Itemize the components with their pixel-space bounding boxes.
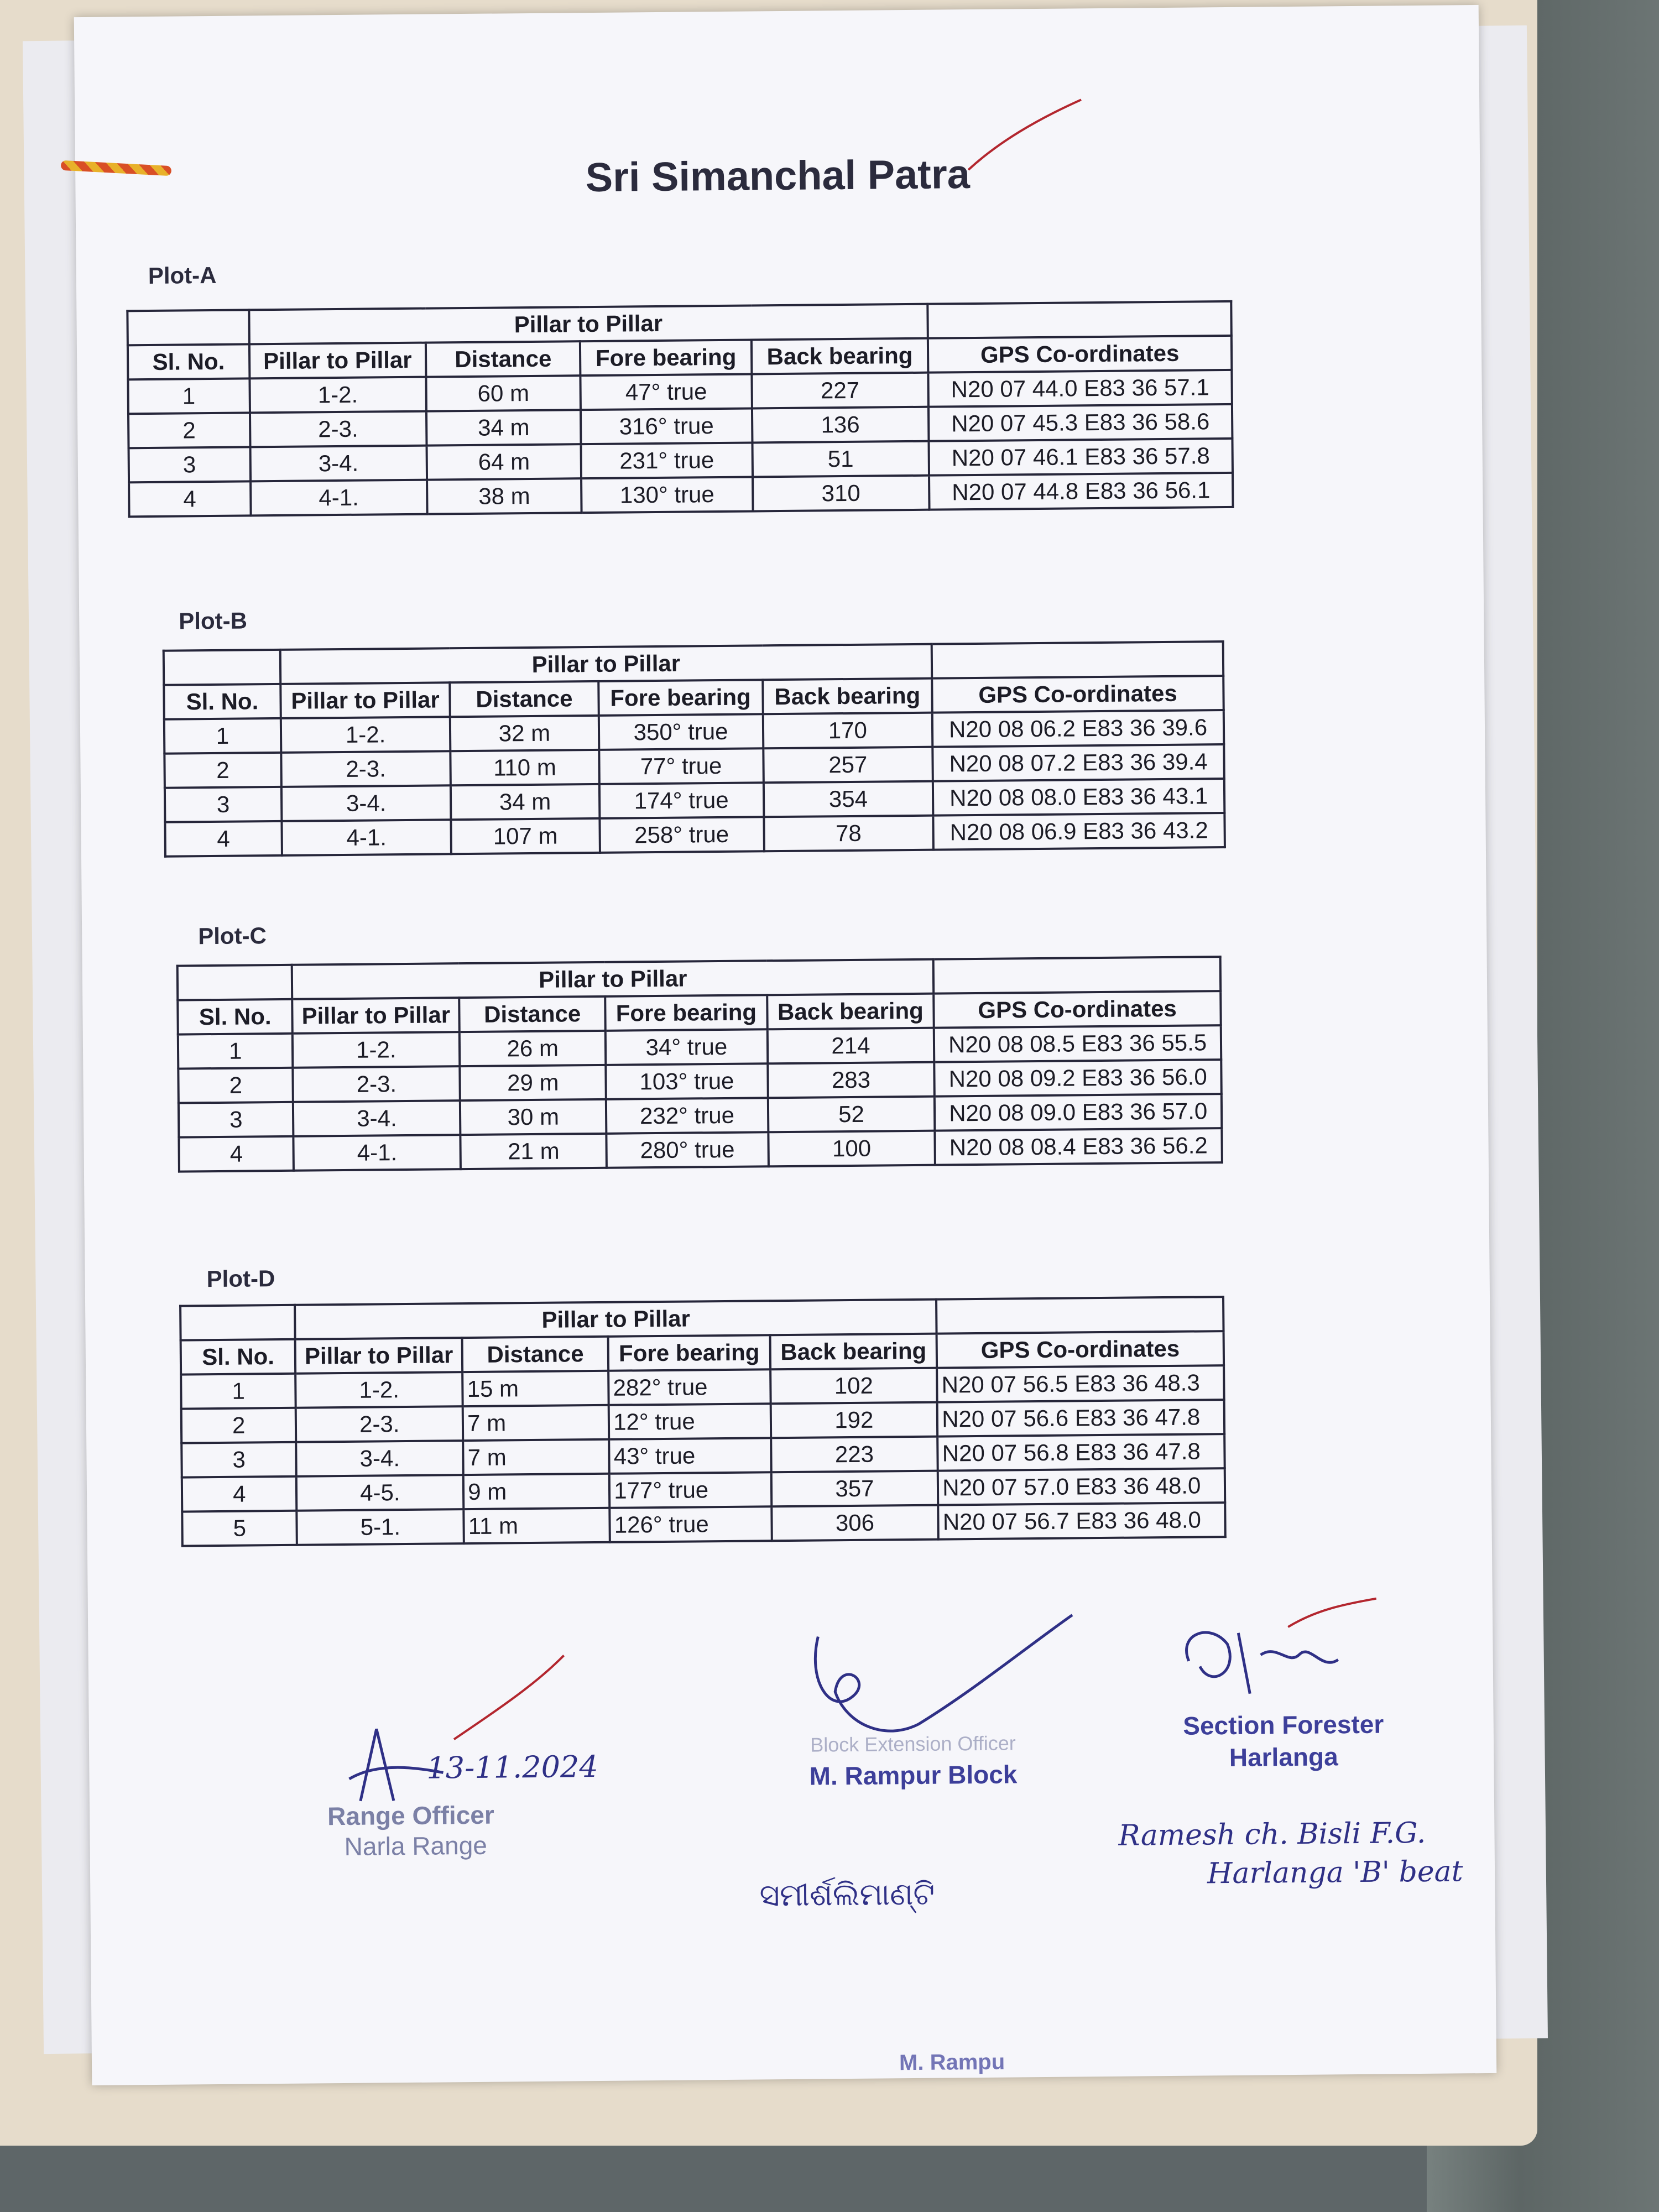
cell-sl: 3 xyxy=(165,787,281,822)
column-header-distance: Distance xyxy=(426,341,581,377)
cell-back: 257 xyxy=(763,747,933,783)
header-blank-cell xyxy=(164,650,280,685)
cell-pillar: 4-1. xyxy=(281,820,451,855)
cell-pillar: 1-2. xyxy=(281,717,451,753)
cell-gps: N20 07 44.0 E83 36 57.1 xyxy=(928,370,1232,407)
pillar-table xyxy=(176,956,1223,1172)
cell-sl: 1 xyxy=(164,718,281,754)
cell-back: 310 xyxy=(753,476,930,512)
cell-pillar: 2-3. xyxy=(293,1066,460,1102)
cell-fore: 43° true xyxy=(609,1438,771,1474)
header-blank-cell xyxy=(127,310,249,345)
cell-fore: 12° true xyxy=(609,1404,771,1439)
cell-fore: 231° true xyxy=(581,442,753,478)
cell-sl: 3 xyxy=(129,447,251,482)
cell-fore: 280° true xyxy=(607,1132,769,1168)
cell-distance: 9 m xyxy=(463,1474,610,1509)
cell-back: 51 xyxy=(752,441,929,477)
block-place: M. Rampur Block xyxy=(809,1760,1018,1791)
column-header-sl-no: Sl. No. xyxy=(164,684,280,719)
column-header-fore: Fore bearing xyxy=(580,340,752,375)
section-forester-signature-block xyxy=(1128,1598,1437,1772)
pillar-table xyxy=(163,640,1226,858)
column-header-back: Back bearing xyxy=(767,994,934,1030)
cell-pillar: 3-4. xyxy=(250,446,427,482)
cell-fore: 316° true xyxy=(581,408,752,444)
column-header-sl-no: Sl. No. xyxy=(178,999,293,1035)
header-blank-cell xyxy=(180,1305,295,1340)
cell-pillar: 4-1. xyxy=(251,480,427,516)
cell-gps: N20 08 06.9 E83 36 43.2 xyxy=(933,813,1224,850)
cell-fore: 130° true xyxy=(581,477,753,513)
block-faded-title: Block Extension Officer xyxy=(810,1731,1016,1756)
column-header-back: Back bearing xyxy=(752,338,928,374)
cell-distance: 29 m xyxy=(460,1065,607,1100)
cell-back: 192 xyxy=(770,1402,937,1438)
cell-sl: 1 xyxy=(181,1374,296,1409)
cell-distance: 64 m xyxy=(426,444,581,479)
cell-fore: 103° true xyxy=(606,1063,768,1099)
cell-sl: 4 xyxy=(182,1477,297,1512)
range-officer-place: Narla Range xyxy=(344,1830,488,1861)
cell-pillar: 1-2. xyxy=(296,1372,463,1408)
column-header-gps: GPS Co-ordinates xyxy=(932,676,1223,713)
cell-sl: 4 xyxy=(129,481,251,517)
column-header-gps: GPS Co-ordinates xyxy=(934,991,1221,1028)
cell-pillar: 3-4. xyxy=(281,785,451,821)
cell-pillar: 3-4. xyxy=(293,1100,460,1136)
group-header: Pillar to Pillar xyxy=(249,304,928,345)
cell-gps: N20 08 08.5 E83 36 55.5 xyxy=(934,1025,1221,1062)
cell-back: 357 xyxy=(771,1471,938,1507)
cell-distance: 7 m xyxy=(463,1439,609,1475)
column-header-distance: Distance xyxy=(459,997,606,1032)
cell-pillar: 3-4. xyxy=(296,1441,463,1477)
cell-distance: 38 m xyxy=(427,478,582,514)
cell-pillar: 4-1. xyxy=(294,1135,461,1171)
column-header-pillar: Pillar to Pillar xyxy=(293,998,460,1034)
cell-gps: N20 08 07.2 E83 36 39.4 xyxy=(932,744,1224,781)
cell-back: 78 xyxy=(764,816,933,852)
plot-label: Plot-C xyxy=(198,922,267,950)
cell-gps: N20 07 45.3 E83 36 58.6 xyxy=(928,404,1232,441)
header-blank-cell xyxy=(927,301,1231,338)
range-officer-date: 13-11.2024 xyxy=(426,1749,598,1786)
cell-distance: 110 m xyxy=(451,750,599,785)
header-blank-cell xyxy=(932,641,1223,679)
bottom-stamp-text: M. Rampu xyxy=(899,2049,1005,2075)
section-forester-title: Section Forester xyxy=(1183,1709,1384,1740)
column-header-sl-no: Sl. No. xyxy=(128,344,249,379)
column-header-pillar: Pillar to Pillar xyxy=(280,682,450,718)
cell-gps: N20 07 56.7 E83 36 48.0 xyxy=(938,1503,1225,1540)
cell-gps: N20 07 46.1 E83 36 57.8 xyxy=(929,439,1233,476)
cell-distance: 30 m xyxy=(460,1099,607,1135)
cell-fore: 258° true xyxy=(599,817,764,853)
cell-back: 283 xyxy=(768,1062,935,1098)
cell-distance: 32 m xyxy=(450,716,599,751)
cell-pillar: 4-5. xyxy=(296,1475,463,1511)
cell-pillar: 2-3. xyxy=(296,1406,463,1442)
cell-sl: 2 xyxy=(164,753,281,788)
cell-pillar: 1-2. xyxy=(249,377,426,413)
column-header-fore: Fore bearing xyxy=(605,995,767,1031)
red-check-mark xyxy=(965,97,1087,175)
column-header-fore: Fore bearing xyxy=(598,680,763,716)
header-blank-cell xyxy=(936,1297,1223,1334)
cell-gps: N20 07 56.6 E83 36 47.8 xyxy=(937,1400,1224,1437)
block-signature-block xyxy=(718,1612,1105,1791)
cell-distance: 21 m xyxy=(461,1134,607,1169)
cell-distance: 60 m xyxy=(426,375,581,411)
cell-fore: 47° true xyxy=(581,374,752,410)
cell-pillar: 5-1. xyxy=(297,1509,464,1545)
column-header-back: Back bearing xyxy=(763,679,932,714)
cell-pillar: 2-3. xyxy=(250,411,427,447)
cell-back: 100 xyxy=(768,1131,935,1167)
cell-fore: 282° true xyxy=(608,1369,770,1405)
column-header-distance: Distance xyxy=(462,1337,609,1372)
cell-back: 354 xyxy=(763,781,933,817)
cell-back: 227 xyxy=(752,373,928,409)
cell-sl: 1 xyxy=(178,1034,293,1069)
cell-sl: 2 xyxy=(178,1068,293,1103)
cell-distance: 34 m xyxy=(451,784,599,820)
plot-label: Plot-D xyxy=(206,1265,275,1292)
handwritten-line-2: Harlanga 'B' beat xyxy=(1207,1855,1463,1891)
cell-distance: 107 m xyxy=(451,818,600,854)
cell-pillar: 1-2. xyxy=(293,1032,460,1068)
cell-fore: 232° true xyxy=(606,1098,768,1134)
column-header-pillar: Pillar to Pillar xyxy=(249,343,426,379)
cell-fore: 350° true xyxy=(598,714,763,750)
column-header-pillar: Pillar to Pillar xyxy=(295,1338,462,1374)
cell-back: 136 xyxy=(752,407,929,443)
range-officer-title: Range Officer xyxy=(327,1800,494,1831)
cell-gps: N20 07 56.5 E83 36 48.3 xyxy=(937,1365,1224,1402)
cell-gps: N20 08 08.4 E83 36 56.2 xyxy=(935,1128,1222,1165)
cell-distance: 7 m xyxy=(463,1405,609,1441)
cell-fore: 177° true xyxy=(609,1472,771,1508)
section-forester-place: Harlanga xyxy=(1229,1742,1338,1772)
cell-back: 102 xyxy=(770,1368,937,1404)
cell-distance: 15 m xyxy=(462,1371,609,1406)
section-forester-signature xyxy=(1177,1599,1389,1711)
column-header-fore: Fore bearing xyxy=(608,1335,770,1371)
handwritten-forest-guard-note xyxy=(1118,1813,1478,1894)
cell-sl: 4 xyxy=(165,821,281,857)
column-header-gps: GPS Co-ordinates xyxy=(928,336,1232,373)
cell-fore: 126° true xyxy=(610,1506,772,1542)
cell-sl: 2 xyxy=(128,413,250,448)
cell-gps: N20 07 57.0 E83 36 48.0 xyxy=(938,1468,1225,1505)
cell-sl: 4 xyxy=(179,1136,294,1172)
cell-back: 52 xyxy=(768,1097,935,1133)
pillar-table xyxy=(126,300,1234,518)
cell-distance: 26 m xyxy=(460,1031,606,1066)
pillar-table xyxy=(179,1296,1227,1547)
cell-distance: 11 m xyxy=(464,1508,611,1543)
cell-gps: N20 08 06.2 E83 36 39.6 xyxy=(932,710,1224,747)
cell-sl: 5 xyxy=(182,1511,297,1546)
range-officer-signature-block xyxy=(327,1715,670,1861)
cell-sl: 3 xyxy=(181,1442,296,1478)
cell-sl: 1 xyxy=(128,378,249,414)
plot-label: Plot-B xyxy=(179,607,248,634)
group-header: Pillar to Pillar xyxy=(295,1300,937,1339)
document-page xyxy=(74,5,1497,2085)
cell-gps: N20 07 56.8 E83 36 47.8 xyxy=(937,1434,1224,1471)
cell-pillar: 2-3. xyxy=(281,751,451,787)
cell-fore: 174° true xyxy=(599,782,763,818)
cell-gps: N20 08 09.0 E83 36 57.0 xyxy=(935,1094,1222,1131)
column-header-gps: GPS Co-ordinates xyxy=(937,1331,1224,1368)
header-blank-cell xyxy=(933,957,1220,994)
document-title: Sri Simanchal Patra xyxy=(585,151,971,201)
column-header-sl-no: Sl. No. xyxy=(181,1339,296,1375)
cell-back: 223 xyxy=(771,1437,938,1473)
cell-back: 170 xyxy=(763,713,932,749)
odia-signature: ସମୀର୍ଶଲିମାଣ୍ଟି xyxy=(759,1876,935,1914)
cell-gps: N20 08 08.0 E83 36 43.1 xyxy=(933,779,1224,816)
handwritten-line-1: Ramesh ch. Bisli F.G. xyxy=(1118,1816,1426,1853)
plot-label: Plot-A xyxy=(148,262,217,289)
cell-fore: 77° true xyxy=(599,748,763,784)
cell-back: 214 xyxy=(767,1028,934,1064)
cell-gps: N20 07 44.8 E83 36 56.1 xyxy=(929,473,1233,510)
cell-sl: 3 xyxy=(179,1102,294,1138)
cell-fore: 34° true xyxy=(606,1029,768,1065)
column-header-back: Back bearing xyxy=(770,1334,937,1370)
group-header: Pillar to Pillar xyxy=(292,959,933,999)
cell-distance: 34 m xyxy=(426,410,581,445)
group-header: Pillar to Pillar xyxy=(280,644,932,684)
cell-gps: N20 08 09.2 E83 36 56.0 xyxy=(935,1060,1222,1097)
header-blank-cell xyxy=(178,965,293,1000)
cell-back: 306 xyxy=(771,1505,938,1541)
cell-sl: 2 xyxy=(181,1408,296,1443)
column-header-distance: Distance xyxy=(450,681,599,717)
